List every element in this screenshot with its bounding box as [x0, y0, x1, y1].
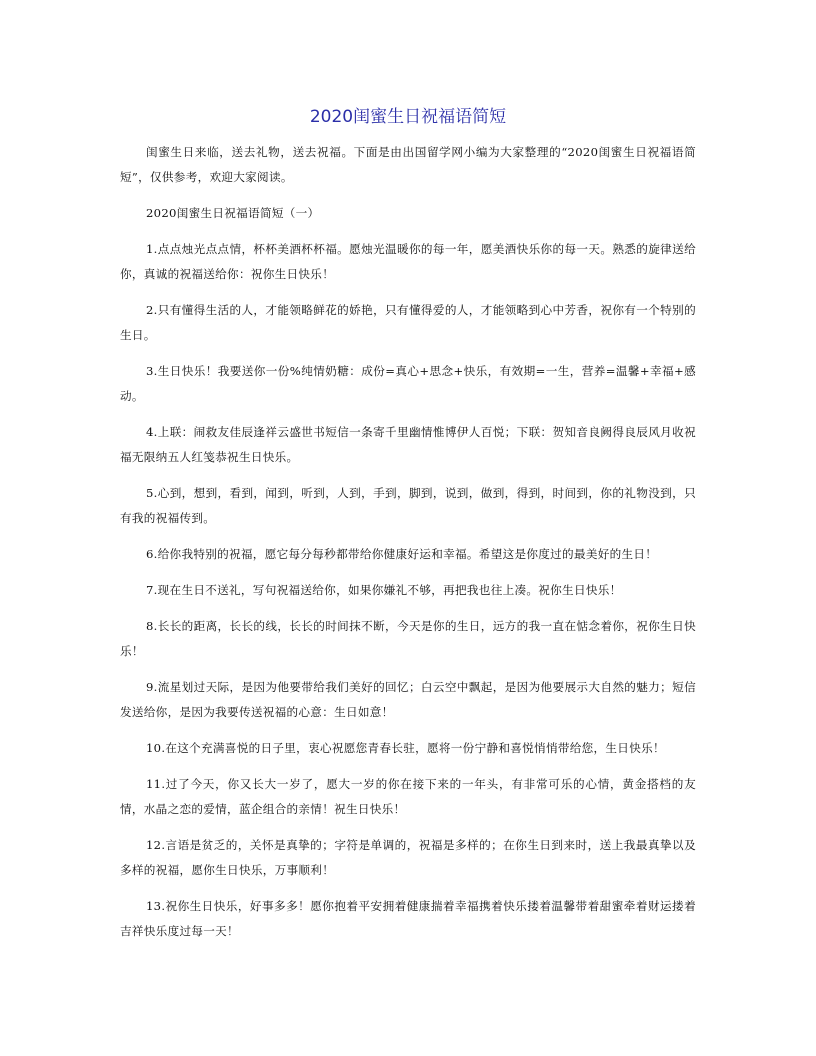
wish-item: 6.给你我特别的祝福，愿它每分每秒都带给你健康好运和幸福。希望这是你度过的最美好的生日！: [146, 547, 658, 561]
document-title: 2020闺蜜生日祝福语简短: [309, 107, 507, 127]
wish-item: 2.只有懂得生活的人，才能领略鲜花的娇艳，只有懂得爱的人，才能领略到心中芳香，祝你有一个特别的生日。: [120, 303, 696, 342]
wish-item: 13.祝你生日快乐，好事多多！愿你抱着平安拥着健康揣着幸福携着快乐搂着温馨带着甜蜜牵着财运搂着吉祥快乐度过每一天！: [120, 899, 696, 938]
wish-item: 8.长长的距离，长长的线，长长的时间抹不断，今天是你的生日，远方的我一直在惦念着你，祝你生日快乐！: [120, 619, 696, 658]
section-heading: 2020闺蜜生日祝福语简短（一）: [146, 206, 320, 220]
wish-item: 4.上联：闹救友佳辰逢祥云盛世书短信一条寄千里幽情惟博伊人百悦；下联：贺知音良阙得良辰风月收祝福无限纳五人红笺恭祝生日快乐。: [120, 425, 696, 464]
document-body: [120, 140, 696, 955]
wish-item: 1.点点烛光点点情，杯杯美酒杯杯福。愿烛光温暖你的每一年，愿美酒快乐你的每一天。熟悉的旋律送给你，真诚的祝福送给你：祝你生日快乐！: [120, 242, 696, 281]
wish-item: 3.生日快乐！我要送你一份%纯情奶糖：成份=真心+思念+快乐，有效期=一生，营养=温馨+幸福+感动。: [120, 364, 696, 403]
wish-item: 7.现在生日不送礼，写句祝福送给你，如果你嫌礼不够，再把我也往上凑。祝你生日快乐！: [146, 583, 622, 597]
wish-item: 12.言语是贫乏的，关怀是真挚的；字符是单调的，祝福是多样的；在你生日到来时，送上我最真挚以及多样的祝福，愿你生日快乐，万事顺利！: [120, 838, 696, 877]
wish-item: 11.过了今天，你又长大一岁了，愿大一岁的你在接下来的一年头，有非常可乐的心情，黄金搭档的友情，水晶之恋的爱情，蓝企组合的亲情！祝生日快乐！: [120, 777, 696, 816]
wish-item: 5.心到，想到，看到，闻到，听到，人到，手到，脚到，说到，做到，得到，时间到，你的礼物没到，只有我的祝福传到。: [120, 486, 696, 525]
wish-item: 9.流星划过天际，是因为他要带给我们美好的回忆；白云空中飘起，是因为他要展示大自然的魅力；短信发送给你，是因为我要传送祝福的心意：生日如意！: [120, 680, 696, 719]
intro-paragraph: 闺蜜生日来临，送去礼物，送去祝福。下面是由出国留学网小编为大家整理的“2020闺蜜生日祝福语简短”，仅供参考，欢迎大家阅读。: [120, 145, 696, 184]
wish-item: 10.在这个充满喜悦的日子里，衷心祝愿您青春长驻，愿将一份宁静和喜悦悄悄带给您，生日快乐！: [146, 741, 665, 755]
